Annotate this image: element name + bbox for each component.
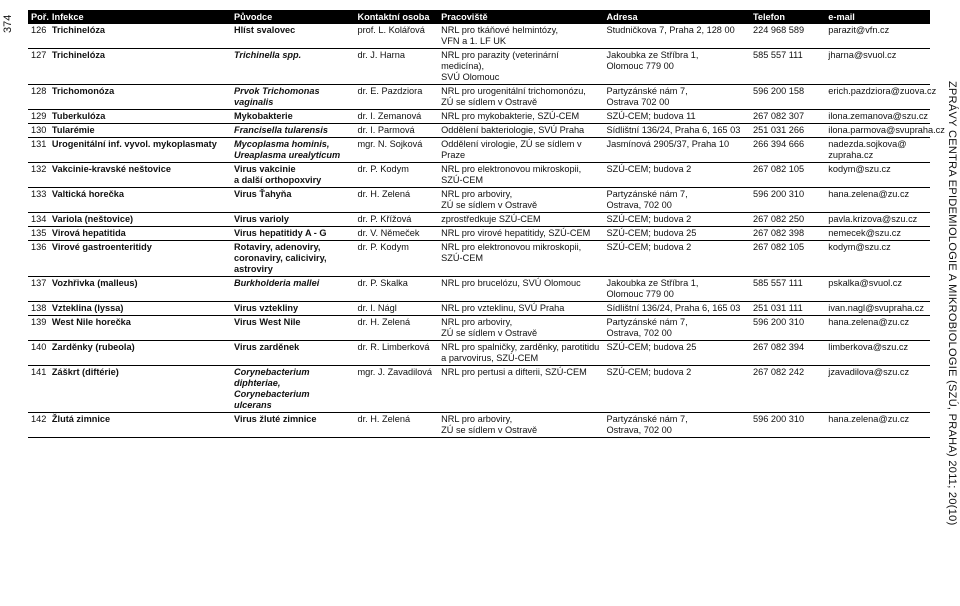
workplace: NRL pro arboviry, ZÚ se sídlem v Ostravě — [438, 316, 603, 341]
contact-person: dr. E. Pazdziora — [354, 85, 438, 110]
pathogen-name: Corynebacterium diphteriae, Corynebacterium ulcerans — [231, 366, 354, 413]
row-number: 127 — [28, 49, 49, 85]
infection-name: Tuberkulóza — [49, 110, 231, 124]
address: SZÚ-CEM; budova 25 — [603, 227, 749, 241]
contact-person: dr. I. Parmová — [354, 124, 438, 138]
infection-name: Zarděnky (rubeola) — [49, 341, 231, 366]
workplace: NRL pro arboviry, ZÚ se sídlem v Ostravě — [438, 188, 603, 213]
email-address: hana.zelena@zu.cz — [825, 413, 930, 438]
row-number: 130 — [28, 124, 49, 138]
infection-name: Vzteklina (lyssa) — [49, 302, 231, 316]
email-address: nadezda.sojkova@ zupraha.cz — [825, 138, 930, 163]
pathogen-name: Rotaviry, adenoviry, coronaviry, caliciviry, astroviry — [231, 241, 354, 277]
workplace: Oddělení virologie, ZÚ se sídlem v Praze — [438, 138, 603, 163]
pathogen-name: Burkholderia mallei — [231, 277, 354, 302]
workplace: NRL pro elektronovou mikroskopii, SZÚ-CEM — [438, 241, 603, 277]
column-header-pathogen: Původce — [231, 10, 354, 24]
workplace: NRL pro urogenitální trichomonózu, ZÚ se sídlem v Ostravě — [438, 85, 603, 110]
phone-number: 267 082 105 — [750, 163, 825, 188]
pathogen-name: Virus hepatitidy A - G — [231, 227, 354, 241]
address: Sídlištní 136/24, Praha 6, 165 03 — [603, 302, 749, 316]
contact-person: dr. P. Kodym — [354, 163, 438, 188]
table-row — [28, 124, 930, 138]
contact-person: dr. I. Nágl — [354, 302, 438, 316]
email-address: ivan.nagl@svupraha.cz — [825, 302, 930, 316]
workplace: NRL pro elektronovou mikroskopii, SZÚ-CEM — [438, 163, 603, 188]
phone-number: 267 082 105 — [750, 241, 825, 277]
workplace: NRL pro spalničky, zarděnky, parotitidu a parvovirus, SZÚ-CEM — [438, 341, 603, 366]
address: Jakoubka ze Stříbra 1, Olomouc 779 00 — [603, 277, 749, 302]
address: SZÚ-CEM; budova 11 — [603, 110, 749, 124]
phone-number: 596 200 310 — [750, 316, 825, 341]
contact-person: mgr. J. Zavadilová — [354, 366, 438, 413]
infection-name: Valtická horečka — [49, 188, 231, 213]
infection-name: Záškrt (diftérie) — [49, 366, 231, 413]
contact-person: dr. J. Harna — [354, 49, 438, 85]
phone-number: 585 557 111 — [750, 49, 825, 85]
workplace: NRL pro vzteklinu, SVÚ Praha — [438, 302, 603, 316]
infection-name: West Nile horečka — [49, 316, 231, 341]
table-row — [28, 85, 930, 110]
email-address: parazit@vfn.cz — [825, 24, 930, 49]
column-header-contact: Kontaktní osoba — [354, 10, 438, 24]
infection-name: Vozhřivka (malleus) — [49, 277, 231, 302]
email-address: hana.zelena@zu.cz — [825, 188, 930, 213]
phone-number: 251 031 111 — [750, 302, 825, 316]
column-header-number: Poř. — [28, 10, 49, 24]
table-row — [28, 188, 930, 213]
email-address: hana.zelena@zu.cz — [825, 316, 930, 341]
workplace: NRL pro parazity (veterinární medicína), SVÚ Olomouc — [438, 49, 603, 85]
infection-name: Trichomonóza — [49, 85, 231, 110]
email-address: erich.pazdziora@zuova.cz — [825, 85, 930, 110]
table-row — [28, 24, 930, 49]
row-number: 129 — [28, 110, 49, 124]
contact-person: dr. H. Zelená — [354, 316, 438, 341]
address: Sídlištní 136/24, Praha 6, 165 03 — [603, 124, 749, 138]
pathogen-name: Virus varioly — [231, 213, 354, 227]
table-row — [28, 213, 930, 227]
address: SZÚ-CEM; budova 2 — [603, 163, 749, 188]
contact-person: dr. I. Zemanová — [354, 110, 438, 124]
workplace: NRL pro arboviry, ZÚ se sídlem v Ostravě — [438, 413, 603, 438]
phone-number: 266 394 666 — [750, 138, 825, 163]
column-header-email: e-mail — [825, 10, 930, 24]
table-row — [28, 163, 930, 188]
contact-person: dr. H. Zelená — [354, 188, 438, 213]
contact-person: dr. R. Limberková — [354, 341, 438, 366]
phone-number: 267 082 307 — [750, 110, 825, 124]
contact-person: prof. L. Kolářová — [354, 24, 438, 49]
pathogen-name: Virus Ťahyňa — [231, 188, 354, 213]
row-number: 139 — [28, 316, 49, 341]
email-address: pavla.krizova@szu.cz — [825, 213, 930, 227]
row-number: 133 — [28, 188, 49, 213]
phone-number: 267 082 394 — [750, 341, 825, 366]
infection-name: Virová hepatitida — [49, 227, 231, 241]
contact-table-container — [28, 10, 945, 438]
email-address: pskalka@svuol.cz — [825, 277, 930, 302]
infection-name: Tularémie — [49, 124, 231, 138]
infection-name: Urogenitální inf. vyvol. mykoplasmaty — [49, 138, 231, 163]
row-number: 128 — [28, 85, 49, 110]
table-row — [28, 413, 930, 438]
pathogen-name: Prvok Trichomonas vaginalis — [231, 85, 354, 110]
address: Partyzánské nám 7, Ostrava 702 00 — [603, 85, 749, 110]
table-row — [28, 49, 930, 85]
table-row — [28, 227, 930, 241]
email-address: jzavadilova@szu.cz — [825, 366, 930, 413]
phone-number: 596 200 158 — [750, 85, 825, 110]
infection-name: Trichinelóza — [49, 49, 231, 85]
table-row — [28, 302, 930, 316]
row-number: 140 — [28, 341, 49, 366]
address: SZÚ-CEM; budova 25 — [603, 341, 749, 366]
pathogen-name: Hlíst svalovec — [231, 24, 354, 49]
pathogen-name: Virus vakcinie a další orthopoxviry — [231, 163, 354, 188]
address: Partyzánské nám 7, Ostrava, 702 00 — [603, 316, 749, 341]
pathogen-name: Trichinella spp. — [231, 49, 354, 85]
row-number: 141 — [28, 366, 49, 413]
infection-name: Virové gastroenteritidy — [49, 241, 231, 277]
contact-person: dr. P. Kodym — [354, 241, 438, 277]
pathogen-name: Virus West Nile — [231, 316, 354, 341]
workplace: NRL pro tkáňové helmintózy, VFN a 1. LF UK — [438, 24, 603, 49]
address: Partyzánské nám 7, Ostrava, 702 00 — [603, 188, 749, 213]
pathogen-name: Francisella tularensis — [231, 124, 354, 138]
column-header-workplace: Pracoviště — [438, 10, 603, 24]
phone-number: 267 082 398 — [750, 227, 825, 241]
table-body — [28, 24, 945, 438]
email-address: jharna@svuol.cz — [825, 49, 930, 85]
workplace: NRL pro pertusi a difterii, SZÚ-CEM — [438, 366, 603, 413]
row-number: 136 — [28, 241, 49, 277]
row-number: 134 — [28, 213, 49, 227]
infection-name: Variola (neštovice) — [49, 213, 231, 227]
column-header-infection: Infekce — [49, 10, 231, 24]
address: Jasmínová 2905/37, Praha 10 — [603, 138, 749, 163]
pathogen-name: Mycoplasma hominis, Ureaplasma urealyticum — [231, 138, 354, 163]
table-header — [28, 10, 930, 24]
pathogen-name: Virus žluté zimnice — [231, 413, 354, 438]
contact-table — [28, 10, 945, 438]
row-number: 142 — [28, 413, 49, 438]
address: SZÚ-CEM; budova 2 — [603, 241, 749, 277]
phone-number: 267 082 242 — [750, 366, 825, 413]
email-address: ilona.parmova@svupraha.cz — [825, 124, 930, 138]
column-header-phone: Telefon — [750, 10, 825, 24]
phone-number: 251 031 266 — [750, 124, 825, 138]
table-row — [28, 366, 930, 413]
workplace: NRL pro brucelózu, SVÚ Olomouc — [438, 277, 603, 302]
email-address: ilona.zemanova@szu.cz — [825, 110, 930, 124]
table-row — [28, 241, 930, 277]
address: SZÚ-CEM; budova 2 — [603, 366, 749, 413]
address: Partyzánské nám 7, Ostrava, 702 00 — [603, 413, 749, 438]
pathogen-name: Virus zarděnek — [231, 341, 354, 366]
email-address: kodym@szu.cz — [825, 241, 930, 277]
address: Jakoubka ze Stříbra 1, Olomouc 779 00 — [603, 49, 749, 85]
contact-person: dr. P. Křížová — [354, 213, 438, 227]
page-number: 374 — [2, 14, 14, 34]
phone-number: 267 082 250 — [750, 213, 825, 227]
row-number: 137 — [28, 277, 49, 302]
contact-person: dr. P. Skalka — [354, 277, 438, 302]
workplace: zprostředkuje SZÚ-CEM — [438, 213, 603, 227]
pathogen-name: Virus vztekliny — [231, 302, 354, 316]
journal-side-title: ZPRÁVY CENTRA EPIDEMIOLOGIE A MIKROBIOLOGIE (SZÚ, PRAHA) 2011; 20(10) — [946, 80, 958, 526]
pathogen-name: Mykobakterie — [231, 110, 354, 124]
column-header-address: Adresa — [603, 10, 749, 24]
workplace: Oddělení bakteriologie, SVÚ Praha — [438, 124, 603, 138]
table-row — [28, 138, 930, 163]
phone-number: 585 557 111 — [750, 277, 825, 302]
row-number: 131 — [28, 138, 49, 163]
contact-person: dr. V. Němeček — [354, 227, 438, 241]
row-number: 132 — [28, 163, 49, 188]
row-number: 135 — [28, 227, 49, 241]
email-address: limberkova@szu.cz — [825, 341, 930, 366]
phone-number: 596 200 310 — [750, 413, 825, 438]
email-address: kodym@szu.cz — [825, 163, 930, 188]
row-number: 126 — [28, 24, 49, 49]
table-row — [28, 277, 930, 302]
phone-number: 224 968 589 — [750, 24, 825, 49]
infection-name: Vakcinie-kravské neštovice — [49, 163, 231, 188]
table-row — [28, 110, 930, 124]
phone-number: 596 200 310 — [750, 188, 825, 213]
row-number: 138 — [28, 302, 49, 316]
email-address: nemecek@szu.cz — [825, 227, 930, 241]
contact-person: dr. H. Zelená — [354, 413, 438, 438]
table-row — [28, 341, 930, 366]
table-row — [28, 316, 930, 341]
address: Studničkova 7, Praha 2, 128 00 — [603, 24, 749, 49]
workplace: NRL pro mykobakterie, SZÚ-CEM — [438, 110, 603, 124]
address: SZÚ-CEM; budova 2 — [603, 213, 749, 227]
infection-name: Žlutá zimnice — [49, 413, 231, 438]
workplace: NRL pro virové hepatitidy, SZÚ-CEM — [438, 227, 603, 241]
infection-name: Trichinelóza — [49, 24, 231, 49]
contact-person: mgr. N. Sojková — [354, 138, 438, 163]
